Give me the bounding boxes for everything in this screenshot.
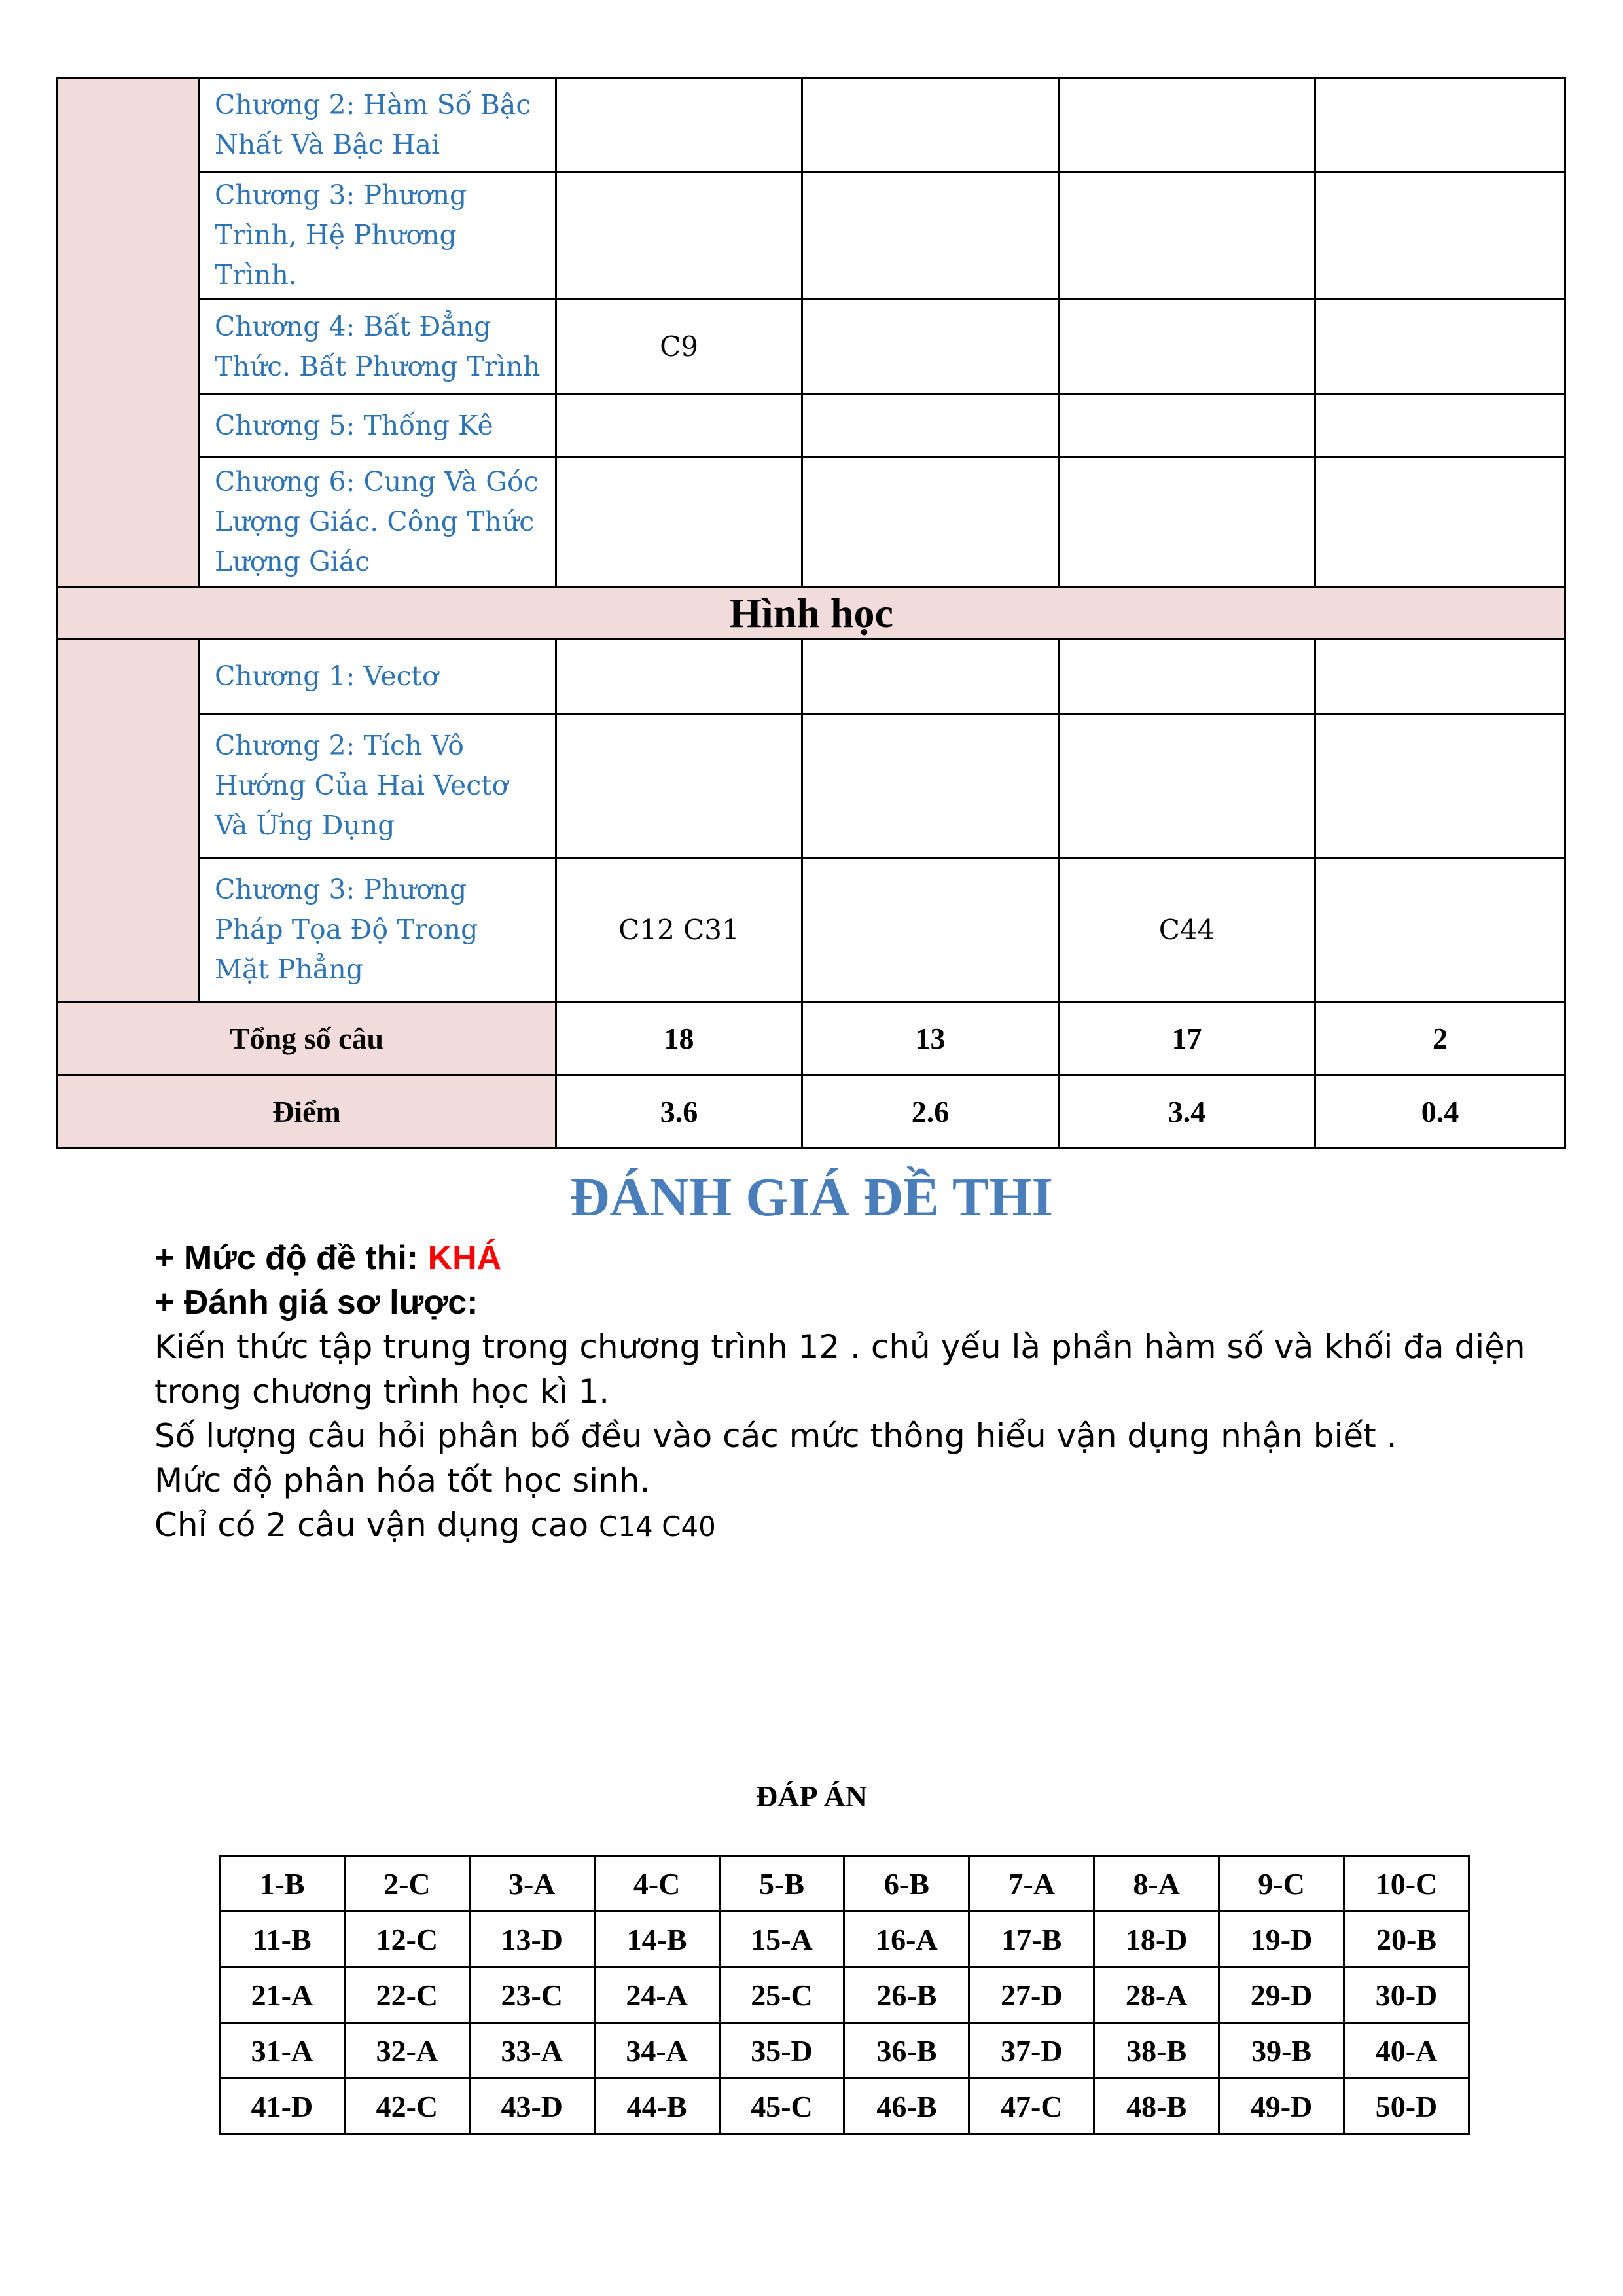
algebra-row [58,395,1565,457]
answer-cell: 48-B [1094,2079,1219,2134]
matrix-cell: C44 [1059,858,1315,1002]
evaluation-title: ĐÁNH GIÁ ĐỀ THI [569,1167,1054,1228]
matrix-cell [556,639,802,714]
answer-cell: 27-D [969,1967,1094,2023]
matrix-cell [1059,639,1315,714]
score-value: 3.4 [1059,1075,1315,1149]
answer-cell: 29-D [1219,1967,1344,2023]
answer-cell: 44-B [594,2079,719,2134]
answer-cell: 4-C [594,1856,719,1912]
answer-cell: 37-D [969,2023,1094,2079]
answer-cell: 28-A [1094,1967,1219,2023]
matrix-cell [1315,457,1565,587]
answer-cell: 21-A [220,1967,345,2023]
matrix-cell [556,457,802,587]
matrix-cell [556,395,802,457]
chapter-name: Chương 2: Tích Vô Hướng Của Hai Vectơ Và Ứng Dụng [200,714,556,858]
answer-cell: 1-B [220,1856,345,1912]
answer-cell: 19-D [1219,1912,1344,1967]
algebra-row [58,78,1565,172]
chapter-name: Chương 5: Thống Kê [200,395,556,457]
algebra-row [58,172,1565,299]
matrix-cell [802,858,1059,1002]
answer-cell: 40-A [1344,2023,1469,2079]
matrix-cell [1315,395,1565,457]
answer-cell: 30-D [1344,1967,1469,2023]
geometry-section-title: Hình học [58,587,1565,639]
answer-cell: 10-C [1344,1856,1469,1912]
chapter-name: Chương 1: Vectơ [200,639,556,714]
matrix-cell [1315,714,1565,858]
answer-cell: 15-A [719,1912,844,1967]
answer-cell: 9-C [1219,1856,1344,1912]
matrix-cell [802,172,1059,299]
answer-cell: 50-D [1344,2079,1469,2134]
answer-cell: 17-B [969,1912,1094,1967]
matrix-cell [802,714,1059,858]
answer-cell: 3-A [469,1856,594,1912]
answer-cell: 12-C [344,1912,469,1967]
total-value: 18 [556,1002,802,1075]
answer-cell: 38-B [1094,2023,1219,2079]
matrix-cell [1315,639,1565,714]
score-label: Điểm [58,1075,556,1149]
matrix-cell [556,172,802,299]
score-row [58,1075,1565,1149]
matrix-cell: C9 [556,299,802,395]
answer-cell: 41-D [220,2079,345,2134]
matrix-cell [1315,172,1565,299]
matrix-cell [1059,714,1315,858]
evaluation-line-4-text: Chỉ có 2 câu vận dụng cao [154,1506,599,1544]
matrix-cell [1059,78,1315,172]
chapter-name: Chương 2: Hàm Số Bậc Nhất Và Bậc Hai [200,78,556,172]
answer-cell: 33-A [469,2023,594,2079]
matrix-cell: C12 C31 [556,858,802,1002]
answer-cell: 2-C [344,1856,469,1912]
answer-cell: 39-B [1219,2023,1344,2079]
answer-cell: 31-A [220,2023,345,2079]
matrix-cell [802,299,1059,395]
answer-row [220,1912,1469,1967]
evaluation-line-2: Số lượng câu hỏi phân bố đều vào các mức thông hiểu vận dụng nhận biết . [154,1417,1397,1455]
score-value: 3.6 [556,1075,802,1149]
matrix-cell [1059,457,1315,587]
exam-level-label: + Mức độ đề thi: [154,1239,428,1277]
answer-cell: 42-C [344,2079,469,2134]
geometry-row [58,858,1565,1002]
algebra-row [58,457,1565,587]
answer-cell: 45-C [719,2079,844,2134]
evaluation-line-1: Kiến thức tập trung trong chương trình 12 . chủ yếu là phần hàm số và khối đa diện trong chương trình học kì 1. [154,1328,1525,1410]
answer-row [220,1967,1469,2023]
matrix-cell [1059,395,1315,457]
answer-cell: 34-A [594,2023,719,2079]
matrix-cell [1315,858,1565,1002]
answer-cell: 18-D [1094,1912,1219,1967]
answer-cell: 13-D [469,1912,594,1967]
answer-cell: 24-A [594,1967,719,2023]
summary-label: + Đánh giá sơ lược: [154,1283,478,1321]
evaluation-line-4-codes: C14 C40 [598,1511,716,1543]
answer-cell: 5-B [719,1856,844,1912]
total-value: 2 [1315,1002,1565,1075]
answer-cell: 16-A [844,1912,969,1967]
answer-cell: 47-C [969,2079,1094,2134]
matrix-cell [1315,78,1565,172]
answer-row [220,1856,1469,1912]
answer-cell: 36-B [844,2023,969,2079]
answer-cell: 35-D [719,2023,844,2079]
matrix-cell [802,639,1059,714]
answer-cell: 32-A [344,2023,469,2079]
matrix-cell [1315,299,1565,395]
algebra-row [58,299,1565,395]
answer-cell: 22-C [344,1967,469,2023]
chapter-name: Chương 3: Phương Pháp Tọa Độ Trong Mặt Phẳng [200,858,556,1002]
total-value: 17 [1059,1002,1315,1075]
evaluation-section [154,1236,1529,1549]
evaluation-line-3: Mức độ phân hóa tốt học sinh. [154,1462,651,1499]
matrix-cell [802,78,1059,172]
matrix-cell [556,714,802,858]
question-matrix-table [56,77,1566,1149]
matrix-cell [556,78,802,172]
algebra-side-cell [58,78,200,587]
geometry-section-row [58,587,1565,639]
answer-row [220,2023,1469,2079]
evaluation-line-4 [154,1503,1529,1549]
matrix-cell [1059,299,1315,395]
answer-cell: 7-A [969,1856,1094,1912]
answer-cell: 23-C [469,1967,594,2023]
score-value: 2.6 [802,1075,1059,1149]
answer-cell: 14-B [594,1912,719,1967]
answer-cell: 11-B [220,1912,345,1967]
geometry-side-cell [58,639,200,1002]
score-value: 0.4 [1315,1075,1565,1149]
answer-cell: 20-B [1344,1912,1469,1967]
answer-key-table [219,1855,1470,2135]
answer-row [220,2079,1469,2134]
matrix-cell [1059,172,1315,299]
answer-key-title: ĐÁP ÁN [756,1780,867,1813]
total-value: 13 [802,1002,1059,1075]
total-row [58,1002,1565,1075]
geometry-row [58,714,1565,858]
chapter-name: Chương 4: Bất Đẳng Thức. Bất Phương Trình [200,299,556,395]
geometry-row [58,639,1565,714]
total-label: Tổng số câu [58,1002,556,1075]
exam-level-value: KHÁ [427,1239,502,1277]
exam-level-line [154,1236,1529,1280]
answer-cell: 49-D [1219,2079,1344,2134]
answer-cell: 26-B [844,1967,969,2023]
matrix-cell [802,395,1059,457]
answer-cell: 43-D [469,2079,594,2134]
chapter-name: Chương 6: Cung Và Góc Lượng Giác. Công Thức Lượng Giác [200,457,556,587]
chapter-name: Chương 3: Phương Trình, Hệ Phương Trình. [200,172,556,299]
matrix-cell [802,457,1059,587]
answer-cell: 8-A [1094,1856,1219,1912]
answer-cell: 46-B [844,2079,969,2134]
answer-cell: 25-C [719,1967,844,2023]
answer-cell: 6-B [844,1856,969,1912]
